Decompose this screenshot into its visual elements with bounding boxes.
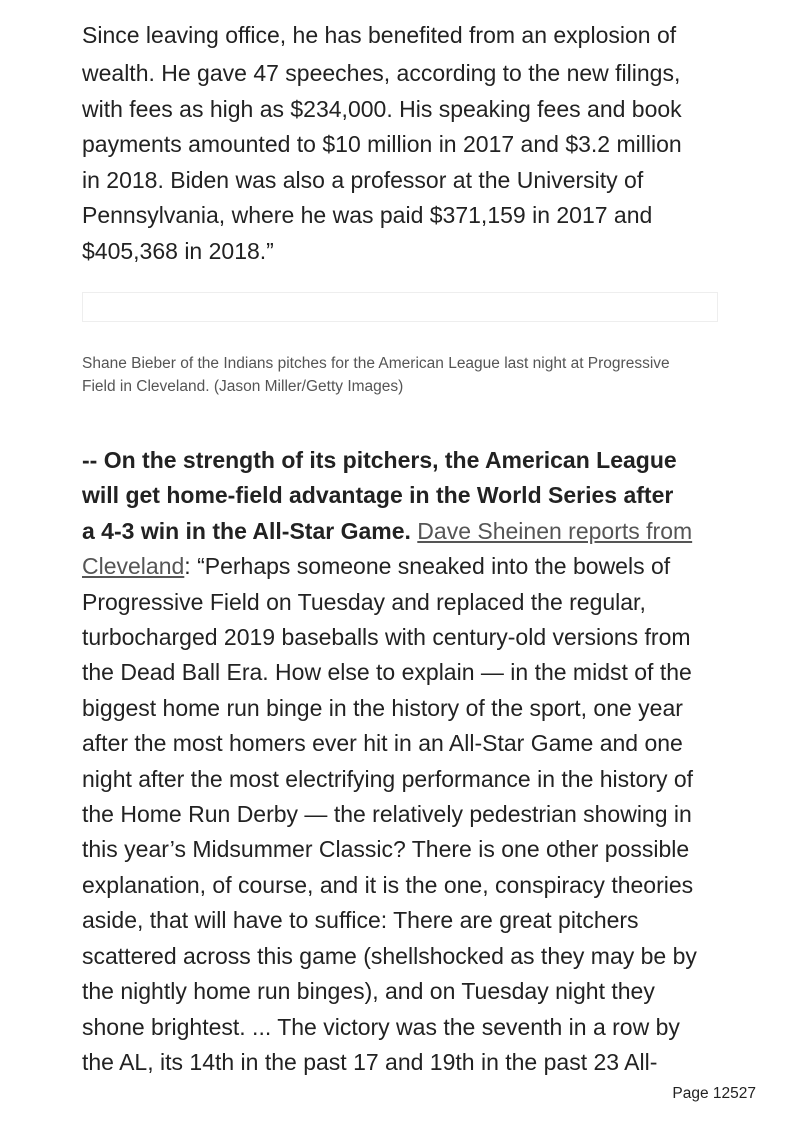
page-number: Page 12527 [672, 1085, 756, 1102]
quote-line: $405,368 in 2018.” [82, 237, 274, 264]
body-line: the Home Run Derby — the relatively pedestrian showing in [82, 801, 692, 828]
article-link[interactable]: Dave Sheinen reports from [417, 517, 693, 544]
caption-line: Field in Cleveland. (Jason Miller/Getty Images) [82, 378, 404, 395]
headline-line: will get home-field advantage in the World Series after [82, 482, 674, 509]
image-caption [82, 352, 722, 398]
body-line: this year’s Midsummer Classic? There is one other possible [82, 836, 690, 863]
quote-line: in 2018. Biden was also a professor at the University of [82, 166, 644, 193]
quote-paragraph [82, 56, 722, 269]
partial-top-text: Since leaving office, he has benefited from an explosion of [82, 22, 677, 48]
body-line: after the most homers ever hit in an All-Star Game and one [82, 730, 683, 757]
partial-top-line [82, 18, 722, 48]
link-continuation-line [82, 549, 722, 584]
quote-line: Pennsylvania, where he was paid $371,159 in 2017 and [82, 202, 653, 228]
caption-line: Shane Bieber of the Indians pitches for the American League last night at Progressive [82, 355, 670, 372]
headline-line: -- On the strength of its pitchers, the American League [82, 447, 677, 473]
body-line: the Dead Ball Era. How else to explain — in the midst of the [82, 659, 692, 686]
image-placeholder [82, 292, 718, 322]
body-line: explanation, of course, and it is the one, conspiracy theories [82, 871, 694, 898]
quote-line: payments amounted to $10 million in 2017 and $3.2 million [82, 131, 682, 157]
article-link-continuation[interactable]: Cleveland [82, 553, 185, 580]
quote-start: : “Perhaps someone sneaked into the bowels of [184, 553, 671, 580]
body-line: shone brightest. ... The victory was the seventh in a row by [82, 1013, 680, 1040]
body-line: Progressive Field on Tuesday and replaced the regular, [82, 588, 646, 615]
body-line: night after the most electrifying performance in the history of [82, 765, 694, 792]
body-line: the nightly home run binges), and on Tuesday night they [82, 978, 655, 1005]
quote-line: wealth. He gave 47 speeches, according to the new filings, [82, 60, 681, 86]
quote-line: with fees as high as $234,000. His speaking fees and book [82, 95, 682, 122]
body-line: turbocharged 2019 baseballs with century-old versions from [82, 624, 691, 651]
body-line: aside, that will have to suffice: There are great pitchers [82, 907, 639, 934]
article-paragraph [82, 443, 722, 1080]
body-line: biggest home run binge in the history of the sport, one year [82, 694, 683, 721]
headline-line-end: a 4-3 win in the All-Star Game. [82, 517, 411, 544]
body-line: the AL, its 14th in the past 17 and 19th in the past 23 All- [82, 1048, 658, 1075]
body-line: scattered across this game (shellshocked as they may be by [82, 942, 697, 969]
headline-link-line [82, 514, 722, 549]
